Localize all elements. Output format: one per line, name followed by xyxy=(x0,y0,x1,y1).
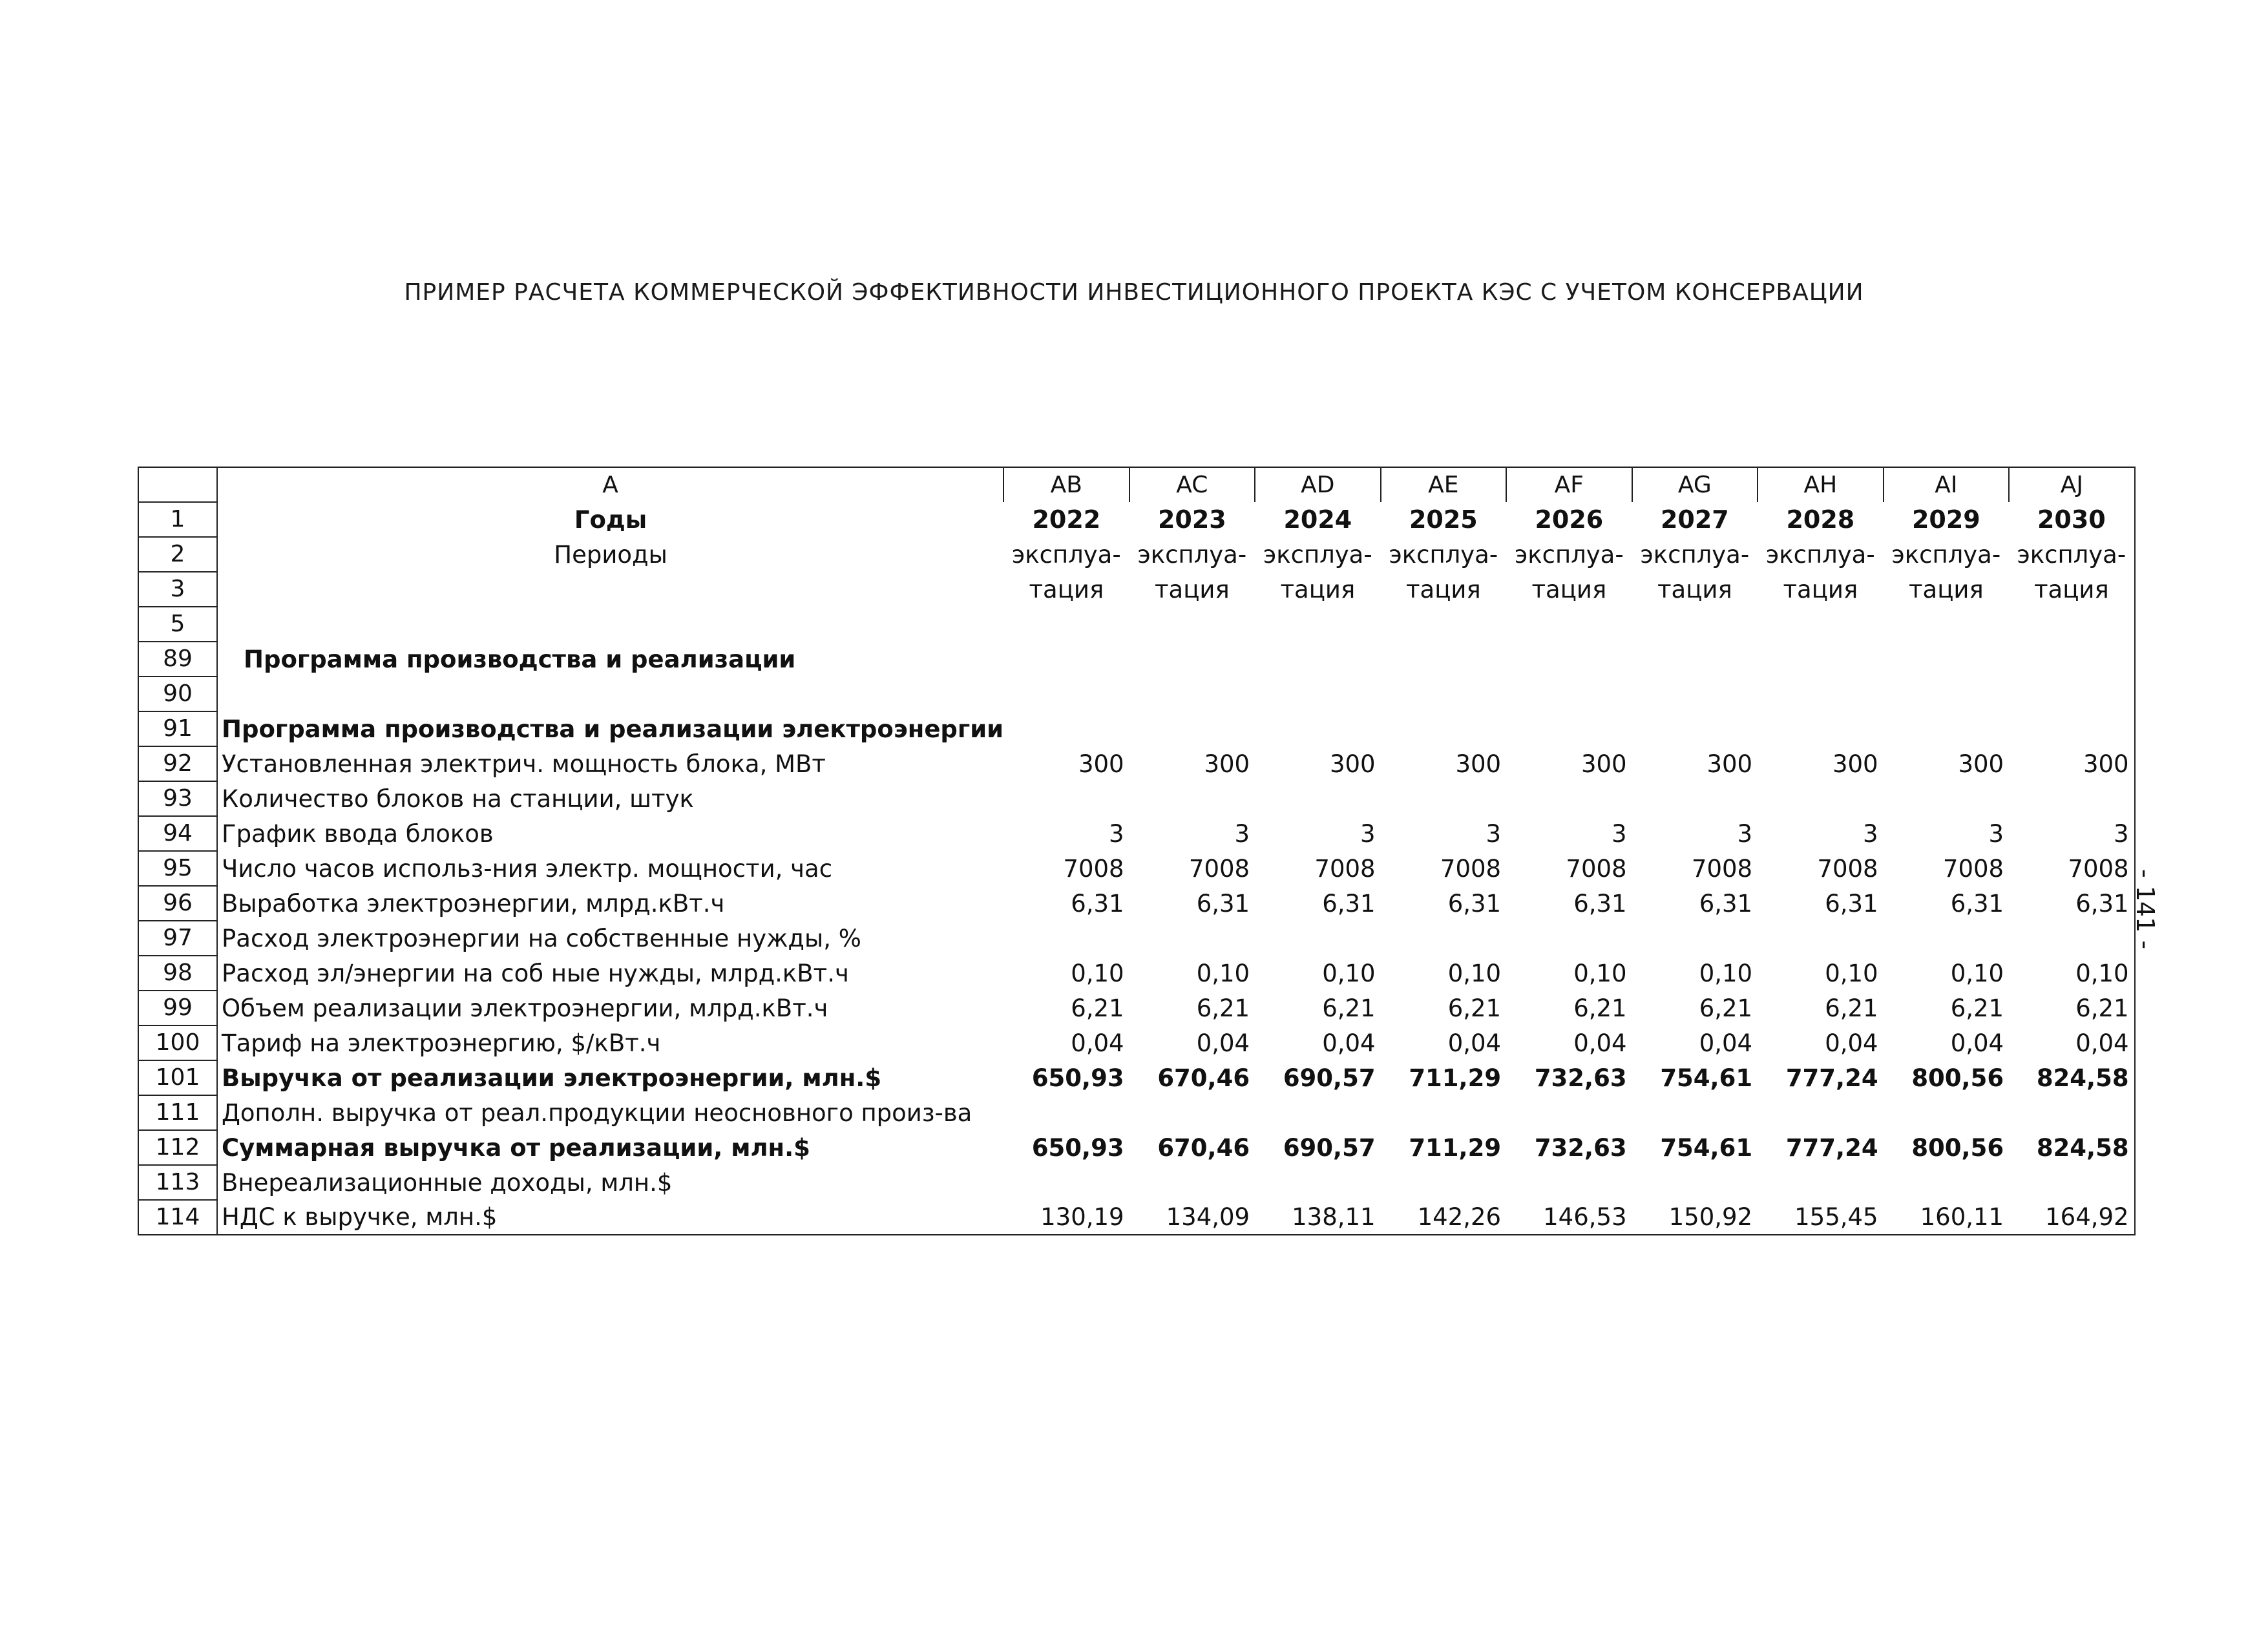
value-cell xyxy=(1632,1095,1758,1130)
value-cell: 6,21 xyxy=(2009,991,2135,1025)
page-number-box xyxy=(2132,846,2158,969)
value-cell: 0,04 xyxy=(1196,1029,1250,1057)
value-cell: 800,56 xyxy=(1911,1133,2004,1162)
value-cell xyxy=(1884,1095,2010,1130)
table-row xyxy=(138,921,2135,956)
value-cell xyxy=(1255,1095,1381,1130)
column-header-cell: AB xyxy=(1003,467,1129,502)
table-row xyxy=(138,1025,2135,1060)
value-cell: эксплуа- xyxy=(2009,537,2135,572)
value-cell: 146,53 xyxy=(1506,1200,1632,1235)
value-cell xyxy=(1506,1095,1632,1130)
value-cell xyxy=(1003,921,1129,956)
row-label: НДС к выручке, млн.$ xyxy=(217,1200,1003,1235)
value-cell xyxy=(1758,921,1884,956)
value-cell: тация xyxy=(1405,575,1481,604)
value-cell: 300 xyxy=(1078,750,1124,778)
row-number: 114 xyxy=(138,1200,217,1235)
value-cell xyxy=(1129,677,1255,711)
row-label xyxy=(217,572,1003,607)
row-number: 98 xyxy=(138,956,217,991)
row-label: Выработка электроэнергии, млрд.кВт.ч xyxy=(222,889,725,918)
table-row xyxy=(138,816,2135,851)
page-number: - 141 - xyxy=(2131,868,2159,950)
value-cell: 732,63 xyxy=(1534,1133,1627,1162)
value-cell xyxy=(1758,677,1884,711)
value-cell: 650,93 xyxy=(1031,1133,1124,1162)
value-cell: 6,21 xyxy=(1447,994,1502,1022)
value-cell: 6,31 xyxy=(1825,889,1878,918)
document-title: ПРИМЕР РАСЧЕТА КОММЕРЧЕСКОЙ ЭФФЕКТИВНОСТИ ИНВЕСТИЦИОННОГО ПРОЕКТА КЭС С УЧЕТОМ КОНСЕРВАЦИИ xyxy=(404,279,1864,306)
table-row xyxy=(138,711,2135,746)
value-cell: 732,63 xyxy=(1534,1064,1627,1092)
value-cell: 0,10 xyxy=(1825,959,1878,987)
value-cell: 6,21 xyxy=(1573,994,1627,1022)
value-cell xyxy=(1255,921,1381,956)
header-row-periods2 xyxy=(138,572,2135,607)
value-cell: тация xyxy=(1908,575,1984,604)
value-cell: 0,10 xyxy=(1071,959,1124,987)
value-cell: 3 xyxy=(1234,819,1250,848)
value-cell xyxy=(1381,711,1507,746)
value-cell: тация xyxy=(1657,575,1732,604)
value-cell xyxy=(1003,1095,1129,1130)
row-label: Установленная электрич. мощность блока, МВт xyxy=(222,750,826,778)
value-cell: эксплуа- xyxy=(1765,540,1875,569)
value-cell: эксплуа- xyxy=(1389,540,1498,569)
value-cell: 6,31 xyxy=(1196,889,1250,918)
table-row xyxy=(138,851,2135,886)
table-row xyxy=(138,1200,2135,1235)
value-cell xyxy=(1506,607,1632,642)
value-cell xyxy=(1129,921,1255,956)
table-row xyxy=(138,781,2135,816)
value-cell: 6,31 xyxy=(2009,886,2135,921)
value-cell: 300 xyxy=(1580,750,1627,778)
value-cell: 0,04 xyxy=(1071,1029,1124,1057)
row-number: 2 xyxy=(138,537,217,572)
table-row xyxy=(138,677,2135,711)
value-cell: 0,04 xyxy=(1950,1029,2004,1057)
value-cell xyxy=(1884,1165,2010,1200)
value-cell xyxy=(1129,711,1255,746)
value-cell: 300 xyxy=(2009,746,2135,781)
value-cell xyxy=(1758,1165,1884,1200)
value-cell xyxy=(1632,642,1758,677)
value-cell: 300 xyxy=(1204,750,1250,778)
value-cell xyxy=(1381,1165,1507,1200)
value-cell: 300 xyxy=(1455,750,1502,778)
value-cell xyxy=(2009,1095,2135,1130)
column-header-label: A xyxy=(217,467,1003,502)
row-number: 101 xyxy=(138,1060,217,1095)
value-cell xyxy=(1003,1165,1129,1200)
row-number: 90 xyxy=(138,677,217,711)
value-cell: 3 xyxy=(1360,819,1376,848)
value-cell: 7008 xyxy=(1691,854,1753,883)
row-label: Внереализационные доходы, млн.$ xyxy=(222,1168,673,1197)
value-cell: 3 xyxy=(1863,819,1878,848)
row-number: 89 xyxy=(138,642,217,677)
row-number: 96 xyxy=(138,886,217,921)
value-cell: тация xyxy=(1783,575,1858,604)
value-cell: 7008 xyxy=(1942,854,2004,883)
value-cell: 754,61 xyxy=(1660,1133,1753,1162)
value-cell xyxy=(2009,711,2135,746)
value-cell: 650,93 xyxy=(1031,1064,1124,1092)
value-cell xyxy=(1255,711,1381,746)
value-cell xyxy=(1129,642,1255,677)
value-cell xyxy=(1003,607,1129,642)
value-cell: 7008 xyxy=(1817,854,1878,883)
value-cell xyxy=(1884,781,2010,816)
value-cell xyxy=(1003,642,1129,677)
row-label: Годы xyxy=(574,505,647,534)
column-letters-row xyxy=(138,467,2135,502)
value-cell xyxy=(1632,607,1758,642)
value-cell xyxy=(1003,781,1129,816)
value-cell: 6,21 xyxy=(1322,994,1376,1022)
table-row xyxy=(138,991,2135,1025)
table-row xyxy=(138,642,2135,677)
table-row xyxy=(138,886,2135,921)
value-cell xyxy=(1129,1165,1255,1200)
value-cell: 0,04 xyxy=(1447,1029,1502,1057)
value-cell: эксплуа- xyxy=(1137,540,1247,569)
value-cell: 0,10 xyxy=(1699,959,1753,987)
row-label: Программа производства и реализации электроэнергии xyxy=(222,715,1004,743)
row-label: Расход эл/энергии на соб ные нужды, млрд.кВт.ч xyxy=(222,959,849,987)
value-cell: 6,31 xyxy=(1573,889,1627,918)
value-cell: тация xyxy=(2009,572,2135,607)
value-cell xyxy=(1632,1165,1758,1200)
row-label: Тариф на электроэнергию, $/кВт.ч xyxy=(222,1029,661,1057)
value-cell: 6,21 xyxy=(1196,994,1250,1022)
value-cell xyxy=(2009,642,2135,677)
table-row xyxy=(138,1095,2135,1130)
value-cell: 6,21 xyxy=(1950,994,2004,1022)
value-cell: 2025 xyxy=(1409,505,1478,534)
row-number: 99 xyxy=(138,991,217,1025)
row-label: Расход электроэнергии на собственные нужды, % xyxy=(222,924,861,952)
value-cell: тация xyxy=(1531,575,1607,604)
spreadsheet-table xyxy=(138,467,2136,1235)
value-cell xyxy=(1884,677,2010,711)
row-label: Суммарная выручка от реализации, млн.$ xyxy=(222,1133,810,1162)
value-cell: 6,21 xyxy=(1699,994,1753,1022)
corner-cell xyxy=(138,467,217,502)
value-cell: 164,92 xyxy=(2009,1200,2135,1235)
value-cell: эксплуа- xyxy=(1891,540,2001,569)
row-number: 100 xyxy=(138,1025,217,1060)
value-cell xyxy=(2009,1165,2135,1200)
value-cell xyxy=(1758,1095,1884,1130)
value-cell: 711,29 xyxy=(1409,1133,1502,1162)
row-label: Дополн. выручка от реал.продукции неосновного произ-ва xyxy=(222,1098,972,1127)
value-cell: 754,61 xyxy=(1660,1064,1753,1092)
value-cell: тация xyxy=(1029,575,1104,604)
value-cell xyxy=(1884,711,2010,746)
row-label xyxy=(217,677,1003,711)
value-cell: 690,57 xyxy=(1283,1133,1376,1162)
value-cell: 134,09 xyxy=(1129,1200,1255,1235)
value-cell: 6,31 xyxy=(1447,889,1502,918)
value-cell xyxy=(1632,677,1758,711)
value-cell xyxy=(1506,677,1632,711)
row-number: 93 xyxy=(138,781,217,816)
value-cell xyxy=(1129,781,1255,816)
value-cell: 2024 xyxy=(1283,505,1352,534)
value-cell: 160,11 xyxy=(1884,1200,2010,1235)
value-cell xyxy=(1255,607,1381,642)
column-header-cell: AF xyxy=(1506,467,1632,502)
value-cell: 0,04 xyxy=(1699,1029,1753,1057)
column-header-cell: AI xyxy=(1884,467,2010,502)
row-number: 1 xyxy=(138,502,217,537)
value-cell xyxy=(1506,1165,1632,1200)
value-cell: 2028 xyxy=(1786,505,1855,534)
value-cell: 300 xyxy=(1958,750,2004,778)
value-cell: 7008 xyxy=(1063,854,1124,883)
value-cell: эксплуа- xyxy=(1263,540,1372,569)
value-cell: 3 xyxy=(1988,819,2004,848)
table-row xyxy=(138,1130,2135,1165)
header-row-blank5 xyxy=(138,607,2135,642)
column-header-cell: AG xyxy=(1632,467,1758,502)
row-label: Число часов использ-ния электр. мощности, час xyxy=(222,854,833,883)
value-cell: эксплуа- xyxy=(1514,540,1624,569)
value-cell xyxy=(1884,921,2010,956)
row-number: 94 xyxy=(138,816,217,851)
value-cell xyxy=(1381,1095,1507,1130)
value-cell: 670,46 xyxy=(1157,1133,1250,1162)
value-cell: 0,10 xyxy=(2009,956,2135,991)
table-row xyxy=(138,1165,2135,1200)
value-cell: 6,31 xyxy=(1071,889,1124,918)
value-cell: 0,10 xyxy=(1196,959,1250,987)
value-cell xyxy=(1758,781,1884,816)
row-number: 112 xyxy=(138,1130,217,1165)
value-cell: 2022 xyxy=(1032,505,1101,534)
value-cell: 6,21 xyxy=(1825,994,1878,1022)
value-cell: 800,56 xyxy=(1911,1064,2004,1092)
value-cell: 690,57 xyxy=(1283,1064,1376,1092)
value-cell: эксплуа- xyxy=(1011,540,1121,569)
row-label xyxy=(217,607,1003,642)
value-cell: 0,04 xyxy=(1573,1029,1627,1057)
value-cell xyxy=(1884,607,2010,642)
value-cell xyxy=(1003,711,1129,746)
value-cell xyxy=(1758,642,1884,677)
value-cell xyxy=(1632,781,1758,816)
value-cell: 777,24 xyxy=(1785,1133,1878,1162)
value-cell xyxy=(1255,781,1381,816)
value-cell: 0,10 xyxy=(1322,959,1376,987)
value-cell xyxy=(1632,921,1758,956)
row-number: 5 xyxy=(138,607,217,642)
value-cell xyxy=(1632,711,1758,746)
value-cell xyxy=(1129,607,1255,642)
value-cell: 2023 xyxy=(1157,505,1226,534)
value-cell xyxy=(1381,642,1507,677)
value-cell: 300 xyxy=(1706,750,1753,778)
value-cell: 2030 xyxy=(2009,502,2135,537)
value-cell: 6,21 xyxy=(1071,994,1124,1022)
value-cell: 0,04 xyxy=(2009,1025,2135,1060)
value-cell: эксплуа- xyxy=(1640,540,1750,569)
value-cell xyxy=(1758,607,1884,642)
value-cell: 7008 xyxy=(1440,854,1502,883)
value-cell xyxy=(1381,921,1507,956)
value-cell xyxy=(1506,921,1632,956)
value-cell xyxy=(2009,677,2135,711)
table-row xyxy=(138,746,2135,781)
row-label: Периоды xyxy=(554,540,667,569)
value-cell: 824,58 xyxy=(2009,1130,2135,1165)
value-cell xyxy=(1381,781,1507,816)
value-cell xyxy=(1506,642,1632,677)
column-header-cell: AC xyxy=(1129,467,1255,502)
row-label: Программа производства и реализации xyxy=(244,645,796,673)
column-header-cell: AJ xyxy=(2009,467,2135,502)
value-cell: 7008 xyxy=(2009,851,2135,886)
value-cell xyxy=(1129,1095,1255,1130)
value-cell: 6,31 xyxy=(1699,889,1753,918)
row-label: Количество блоков на станции, штук xyxy=(222,784,694,813)
value-cell: 142,26 xyxy=(1381,1200,1507,1235)
value-cell: 6,31 xyxy=(1950,889,2004,918)
row-number: 92 xyxy=(138,746,217,781)
column-header-cell: AH xyxy=(1758,467,1884,502)
value-cell: 6,31 xyxy=(1322,889,1376,918)
value-cell: тация xyxy=(1154,575,1230,604)
value-cell: 7008 xyxy=(1566,854,1627,883)
value-cell: 2026 xyxy=(1535,505,1604,534)
value-cell xyxy=(1255,1165,1381,1200)
value-cell: 3 xyxy=(2009,816,2135,851)
value-cell: 2027 xyxy=(1660,505,1729,534)
row-label: Объем реализации электроэнергии, млрд.кВт.ч xyxy=(222,994,828,1022)
value-cell: 0,10 xyxy=(1447,959,1502,987)
value-cell: 0,10 xyxy=(1950,959,2004,987)
value-cell: 0,04 xyxy=(1322,1029,1376,1057)
value-cell xyxy=(1003,677,1129,711)
table-row xyxy=(138,1060,2135,1095)
row-number: 3 xyxy=(138,572,217,607)
row-label: Выручка от реализации электроэнергии, млн.$ xyxy=(222,1064,882,1092)
value-cell: 300 xyxy=(1329,750,1376,778)
header-row-years xyxy=(138,502,2135,537)
value-cell: 7008 xyxy=(1188,854,1250,883)
value-cell xyxy=(1506,711,1632,746)
value-cell: 3 xyxy=(1109,819,1124,848)
table-row xyxy=(138,956,2135,991)
value-cell: 0,04 xyxy=(1825,1029,1878,1057)
value-cell: 7008 xyxy=(1314,854,1376,883)
value-cell: 138,11 xyxy=(1255,1200,1381,1235)
value-cell xyxy=(2009,781,2135,816)
value-cell xyxy=(1381,677,1507,711)
row-number: 91 xyxy=(138,711,217,746)
row-number: 113 xyxy=(138,1165,217,1200)
value-cell: 0,10 xyxy=(1573,959,1627,987)
value-cell: 711,29 xyxy=(1409,1064,1502,1092)
value-cell: 300 xyxy=(1832,750,1878,778)
header-row-periods xyxy=(138,537,2135,572)
value-cell xyxy=(1758,711,1884,746)
value-cell xyxy=(1255,642,1381,677)
value-cell xyxy=(1884,642,2010,677)
row-number: 97 xyxy=(138,921,217,956)
value-cell: 155,45 xyxy=(1758,1200,1884,1235)
row-number: 111 xyxy=(138,1095,217,1130)
spreadsheet-body xyxy=(138,467,2135,1235)
value-cell xyxy=(1506,781,1632,816)
value-cell: тация xyxy=(1280,575,1356,604)
value-cell: 670,46 xyxy=(1157,1064,1250,1092)
column-header-cell: AE xyxy=(1381,467,1507,502)
value-cell: 3 xyxy=(1486,819,1502,848)
value-cell: 3 xyxy=(1737,819,1753,848)
value-cell: 150,92 xyxy=(1632,1200,1758,1235)
value-cell: 777,24 xyxy=(1785,1064,1878,1092)
value-cell: 3 xyxy=(1612,819,1627,848)
value-cell xyxy=(1381,607,1507,642)
value-cell xyxy=(1255,677,1381,711)
value-cell xyxy=(2009,607,2135,642)
row-number: 95 xyxy=(138,851,217,886)
value-cell: 2029 xyxy=(1911,505,1980,534)
value-cell xyxy=(2009,921,2135,956)
value-cell: 824,58 xyxy=(2009,1060,2135,1095)
column-header-cell: AD xyxy=(1255,467,1381,502)
row-label: График ввода блоков xyxy=(222,819,494,848)
value-cell: 130,19 xyxy=(1003,1200,1129,1235)
